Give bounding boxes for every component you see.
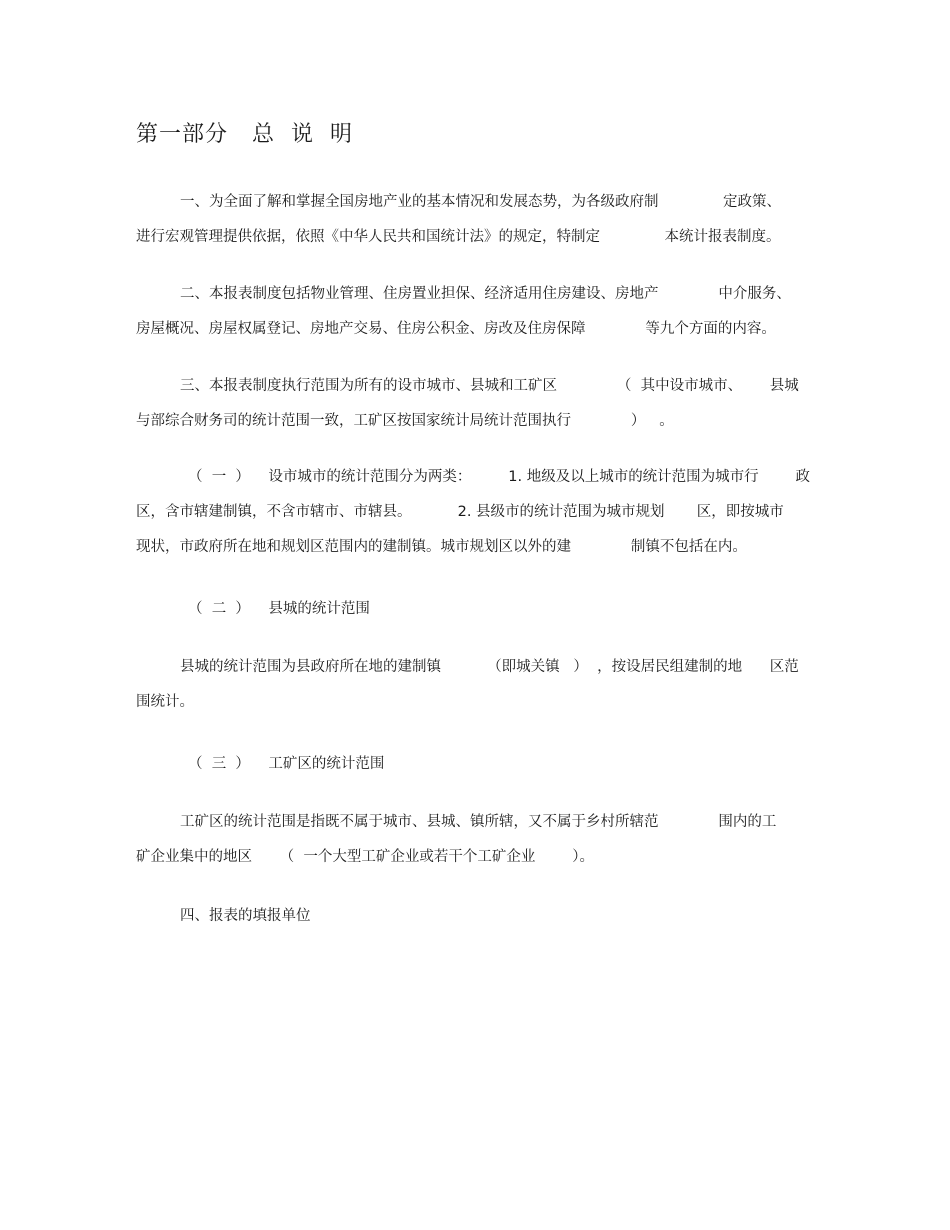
section-heading: （ 二 ） 县城的统计范围 — [188, 601, 370, 617]
paragraph-line: 与部综合财务司的统计范围一致，工矿区按国家统计局统计范围执行 ） 。 — [136, 413, 674, 429]
paragraph-line: 现状，市政府所在地和规划区范围内的建制镇。城市规划区以外的建 制镇不包括在内。 — [136, 539, 747, 555]
paragraph-line: 工矿区的统计范围是指既不属于城市、县城、镇所辖，又不属于乡村所辖范 围内的工 — [180, 814, 777, 830]
paragraph-line: 矿企业集中的地区 （ 一个大型工矿企业或若干个工矿企业 ）。 — [136, 849, 594, 865]
paragraph-line: （ 一 ） 设市城市的统计范围分为两类： 1. 地级及以上城市的统计范围为城市行 政 — [188, 469, 811, 485]
paragraph-line: 县城的统计范围为县政府所在地的建制镇 （即城关镇 ） ，按设居民组建制的地 区范 — [180, 659, 799, 675]
paragraph-line: 一、为全面了解和掌握全国房地产业的基本情况和发展态势，为各级政府制 定政策、 — [180, 194, 782, 210]
paragraph-line: 三、本报表制度执行范围为所有的设市城市、县城和工矿区 （ 其中设市城市、 县城 — [180, 378, 799, 394]
paragraph-line: 区，含市辖建制镇，不含市辖市、市辖县。 2. 县级市的统计范围为城市规划 区，即按城市 — [136, 504, 784, 520]
section-heading: 四、报表的填报单位 — [180, 908, 311, 924]
paragraph-line: 进行宏观管理提供依据，依照《中华人民共和国统计法》的规定，特制定 本统计报表制度。 — [136, 229, 781, 245]
section-heading: （ 三 ） 工矿区的统计范围 — [188, 756, 385, 772]
paragraph-line: 二、本报表制度包括物业管理、住房置业担保、经济适用住房建设、房地产 中介服务、 — [180, 286, 791, 302]
page-title: 第一部分 总 说 明 — [136, 122, 353, 147]
paragraph-line: 围统计。 — [136, 694, 194, 710]
paragraph-line: 房屋概况、房屋权属登记、房地产交易、住房公积金、房改及住房保障 等九个方面的内容。 — [136, 321, 776, 337]
